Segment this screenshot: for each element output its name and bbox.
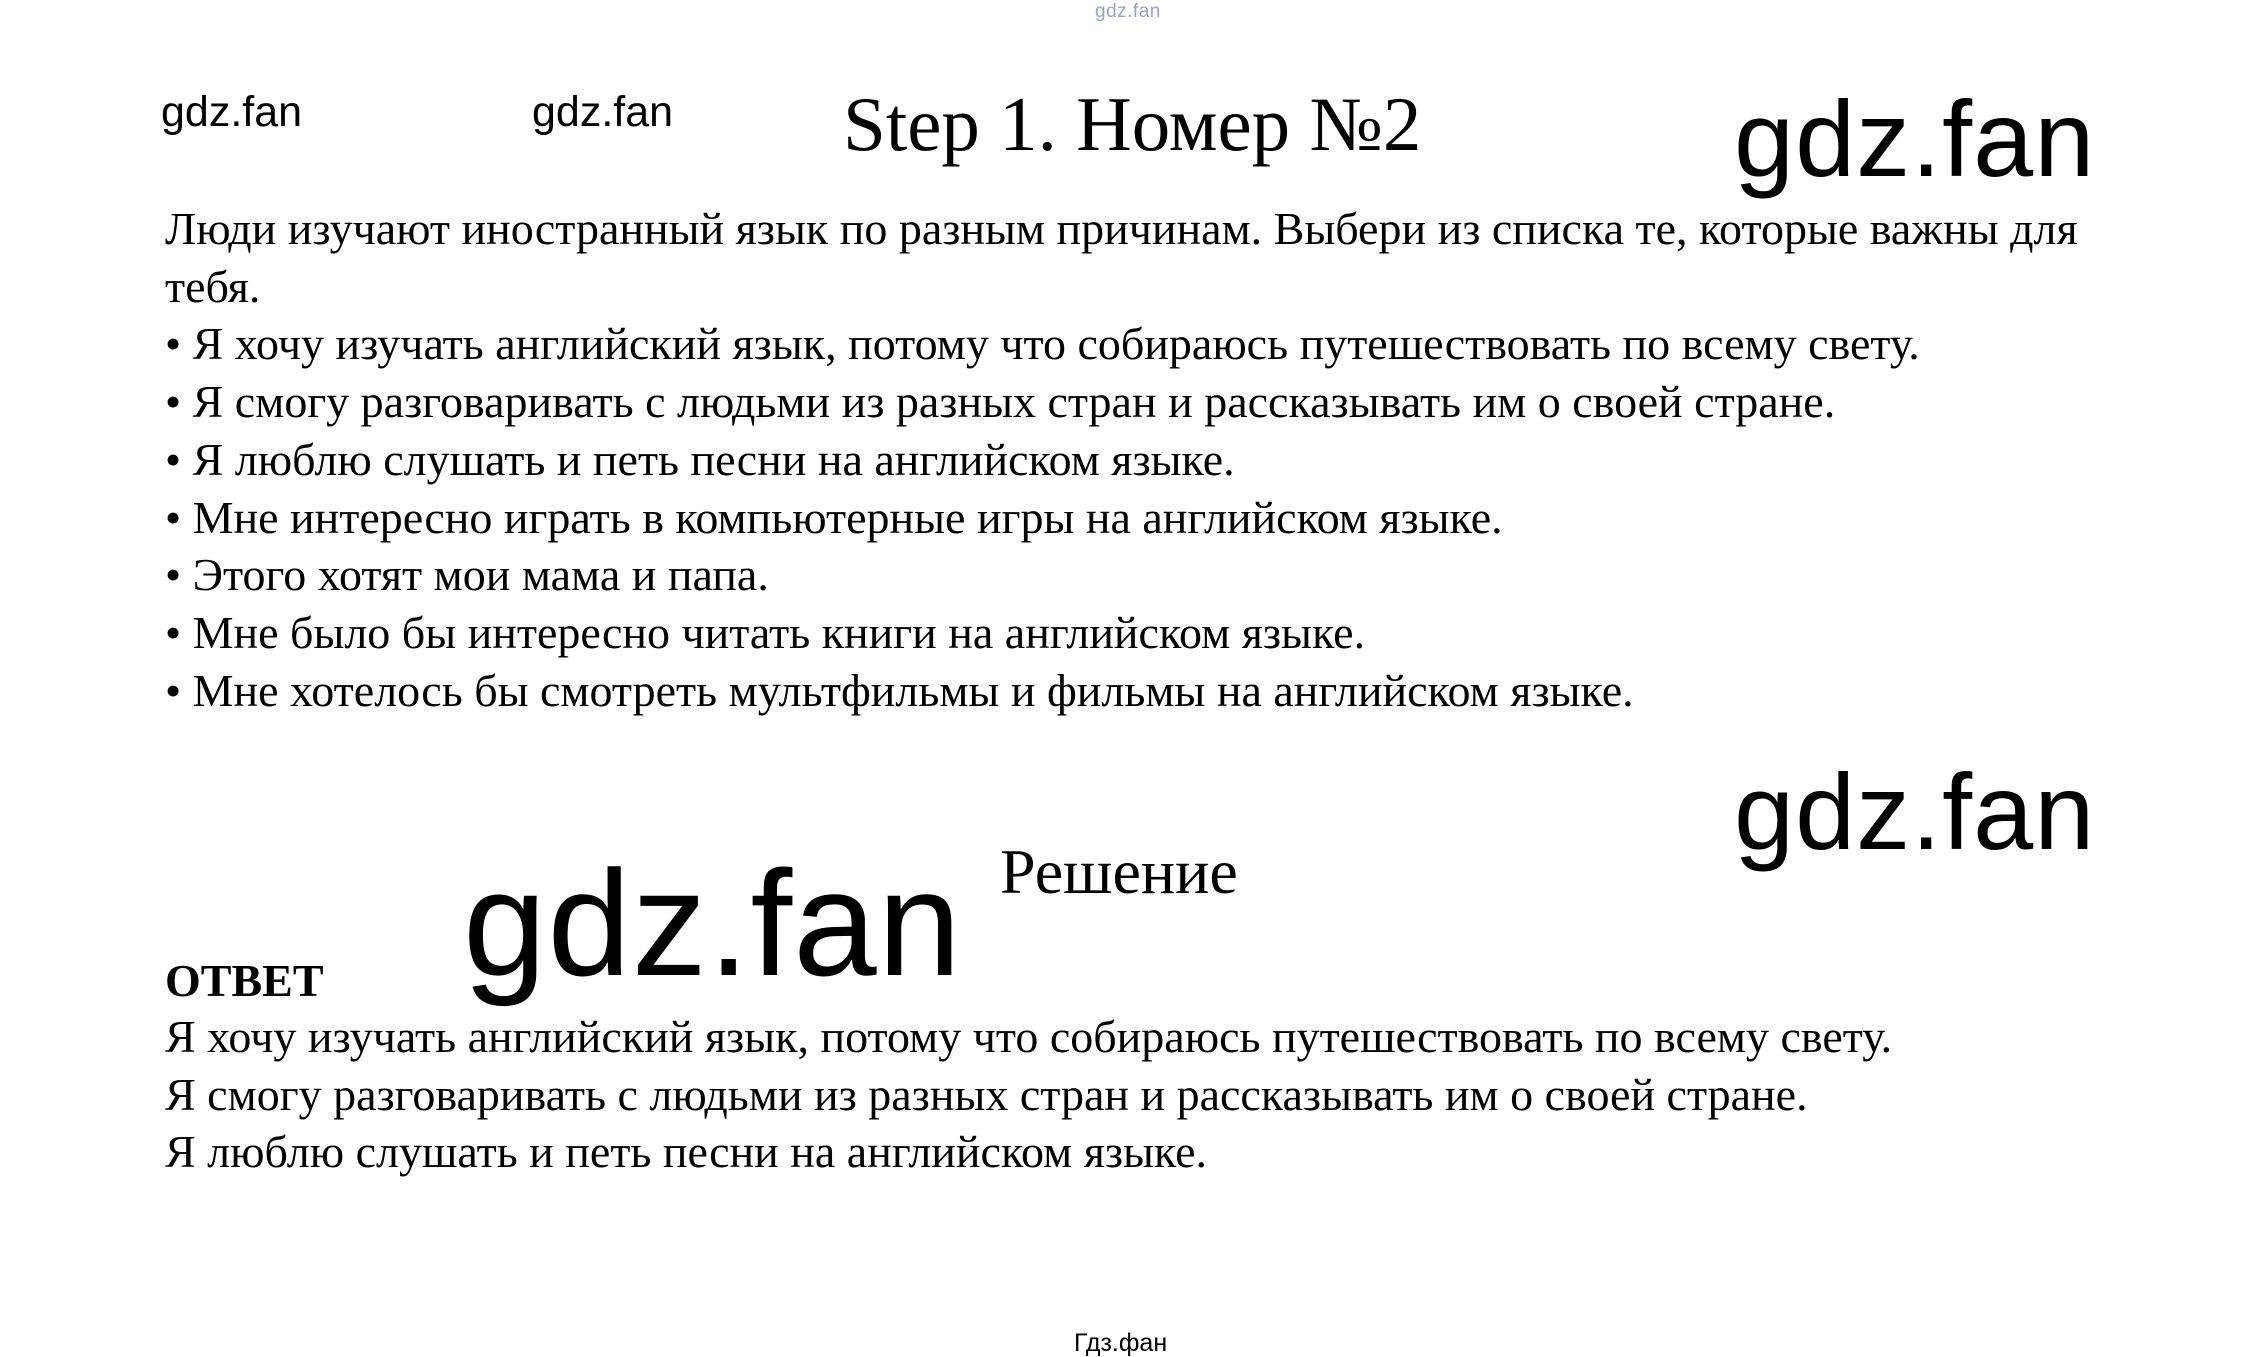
answer-line: Я смогу разговаривать с людьми из разных стран и рассказывать им о своей стране. (165, 1068, 1808, 1120)
answer-line: Я хочу изучать английский язык, потому что собираюсь путешествовать по всему свету. (165, 1011, 1893, 1062)
watermark-center-large: gdz.fan (463, 839, 963, 1007)
watermark-top: gdz.fan (1095, 1, 1161, 22)
task-options-list (165, 315, 2105, 719)
answer-line: Я люблю слушать и петь песни на английском языке. (165, 1126, 1208, 1178)
task-intro: Люди изучают иностранный язык по разным причинам. Выбери из списка те, которые важны для тебя. (165, 203, 2078, 312)
answer-text (165, 1008, 2205, 1181)
task-option: • Я хочу изучать английский язык, потому что собираюсь путешествовать по всему свету. (165, 315, 2105, 373)
answer-lines (165, 1008, 2205, 1181)
task-option: • Мне было бы интересно читать книги на английском языке. (165, 604, 2105, 662)
task-option: • Этого хотят мои мама и папа. (165, 546, 2105, 604)
watermark-right-top: gdz.fan (1734, 78, 2096, 199)
footer-watermark: Гдз.фан (1074, 1329, 1168, 1357)
watermark-right-middle: gdz.fan (1734, 751, 2096, 872)
watermark-left-2: gdz.fan (532, 88, 674, 136)
watermark-left-1: gdz.fan (161, 88, 303, 136)
task-option: • Я люблю слушать и петь песни на английском языке. (165, 431, 2105, 489)
solution-heading: Решение (1000, 836, 1238, 907)
answer-label: ОТВЕТ (165, 955, 324, 1006)
page-title: Step 1. Номер №2 (843, 81, 1422, 167)
task-option: • Я смогу разговаривать с людьми из разных стран и рассказывать им о своей стране. (165, 373, 2105, 431)
task-option: • Мне интересно играть в компьютерные игры на английском языке. (165, 489, 2105, 547)
task-option: • Мне хотелось бы смотреть мультфильмы и фильмы на английском языке. (165, 662, 2105, 720)
task-text (165, 200, 2105, 719)
